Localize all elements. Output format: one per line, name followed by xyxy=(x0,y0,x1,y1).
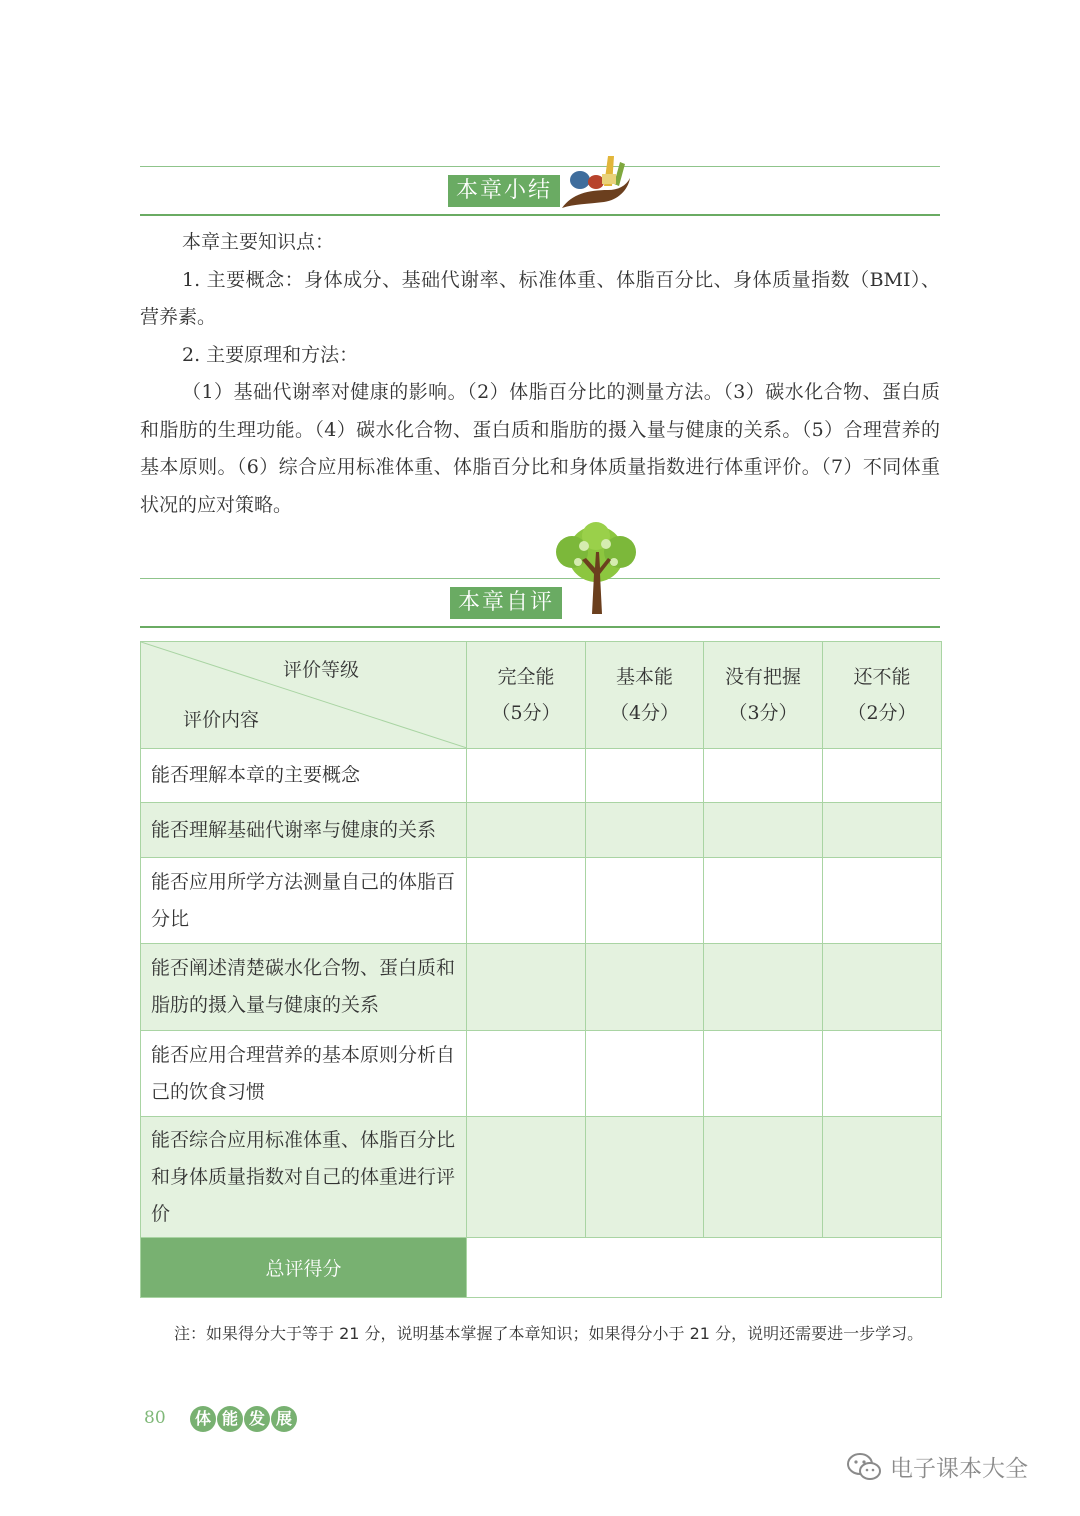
eval-item: 能否综合应用标准体重、体脂百分比和身体质量指数对自己的体重进行评价 xyxy=(141,1117,467,1238)
table-row xyxy=(141,1031,942,1117)
score-cell[interactable] xyxy=(704,1031,823,1117)
table-row xyxy=(141,944,942,1031)
score-cell[interactable] xyxy=(467,803,586,858)
level-score: （5分） xyxy=(491,702,561,724)
self-eval-title: 本章自评 xyxy=(450,587,562,619)
eval-item: 能否理解基础代谢率与健康的关系 xyxy=(141,803,467,858)
score-note: 注：如果得分大于等于 21 分，说明基本掌握了本章知识；如果得分小于 21 分，说明还需要进一步学习。 xyxy=(174,1324,924,1343)
score-cell[interactable] xyxy=(823,803,942,858)
watermark xyxy=(846,1450,1028,1483)
eval-item: 能否理解本章的主要概念 xyxy=(141,749,467,803)
total-score-label: 总评得分 xyxy=(141,1238,467,1298)
score-cell[interactable] xyxy=(704,944,823,1031)
series-char: 展 xyxy=(271,1406,297,1432)
hand-with-food-icon xyxy=(558,150,634,214)
table-row xyxy=(141,858,942,944)
score-cell[interactable] xyxy=(467,1117,586,1238)
self-eval-section-header xyxy=(140,578,940,628)
series-logo xyxy=(190,1406,297,1432)
summary-title: 本章小结 xyxy=(448,175,560,207)
score-cell[interactable] xyxy=(467,1031,586,1117)
score-cell[interactable] xyxy=(823,749,942,803)
score-cell[interactable] xyxy=(586,803,704,858)
eval-item: 能否应用合理营养的基本原则分析自己的饮食习惯 xyxy=(141,1031,467,1117)
score-cell[interactable] xyxy=(823,858,942,944)
level-score: （2分） xyxy=(847,702,917,724)
header-rule-top xyxy=(140,578,940,579)
summary-point-1: 1. 主要概念：身体成分、基础代谢率、标准体重、体脂百分比、身体质量指数（BMI）、营养素。 xyxy=(140,268,940,328)
watermark-text: 电子课本大全 xyxy=(890,1456,1028,1482)
page-number: 80 xyxy=(144,1408,166,1428)
total-score-cell[interactable] xyxy=(467,1238,942,1298)
wechat-icon xyxy=(846,1452,882,1482)
level-header-cell xyxy=(467,642,586,749)
header-rule-bottom xyxy=(140,214,940,216)
level-header-cell xyxy=(823,642,942,749)
level-header-cell xyxy=(586,642,704,749)
score-cell[interactable] xyxy=(586,858,704,944)
table-row xyxy=(141,749,942,803)
score-cell[interactable] xyxy=(704,803,823,858)
header-rule-top xyxy=(140,166,940,167)
self-eval-table xyxy=(140,641,942,1298)
score-cell[interactable] xyxy=(704,858,823,944)
header-rule-bottom xyxy=(140,626,940,628)
tree-icon xyxy=(548,522,644,614)
level-name: 完全能 xyxy=(497,666,555,688)
summary-body xyxy=(140,224,940,524)
level-name: 没有把握 xyxy=(724,666,801,688)
table-header-row xyxy=(141,642,942,749)
score-cell[interactable] xyxy=(823,944,942,1031)
score-cell[interactable] xyxy=(586,749,704,803)
score-cell[interactable] xyxy=(823,1031,942,1117)
series-char: 发 xyxy=(244,1406,270,1432)
score-cell[interactable] xyxy=(467,944,586,1031)
summary-intro: 本章主要知识点： xyxy=(182,231,335,253)
summary-point-2-detail: （1）基础代谢率对健康的影响。（2）体脂百分比的测量方法。（3）碳水化合物、蛋白质和脂肪的生理功能。（4）碳水化合物、蛋白质和脂肪的摄入量与健康的关系。（5）合理营养的基本原则。（6）综合应用标准体重、体脂百分比和身体质量指数进行体重评价。（7）不同体重状况的应对策略。 xyxy=(140,381,940,516)
series-char: 体 xyxy=(190,1406,216,1432)
content-label: 评价内容 xyxy=(183,709,260,731)
score-cell[interactable] xyxy=(823,1117,942,1238)
series-char: 能 xyxy=(217,1406,243,1432)
level-header-cell xyxy=(704,642,823,749)
total-row xyxy=(141,1238,942,1298)
eval-item: 能否阐述清楚碳水化合物、蛋白质和脂肪的摄入量与健康的关系 xyxy=(141,944,467,1031)
score-cell[interactable] xyxy=(467,749,586,803)
summary-point-2: 2. 主要原理和方法： xyxy=(182,343,359,366)
level-label: 评价等级 xyxy=(283,659,360,681)
table-row xyxy=(141,1117,942,1238)
level-score: （4分） xyxy=(609,702,680,724)
score-cell[interactable] xyxy=(586,1031,704,1117)
level-score: （3分） xyxy=(728,702,798,724)
diagonal-header-cell xyxy=(141,642,467,749)
score-cell[interactable] xyxy=(586,1117,704,1238)
table-row xyxy=(141,803,942,858)
summary-section-header xyxy=(140,166,940,216)
level-name: 基本能 xyxy=(615,666,673,688)
eval-item: 能否应用所学方法测量自己的体脂百分比 xyxy=(141,858,467,944)
score-cell[interactable] xyxy=(586,944,704,1031)
score-cell[interactable] xyxy=(467,858,586,944)
level-name: 还不能 xyxy=(853,666,911,688)
score-cell[interactable] xyxy=(704,749,823,803)
score-cell[interactable] xyxy=(704,1117,823,1238)
